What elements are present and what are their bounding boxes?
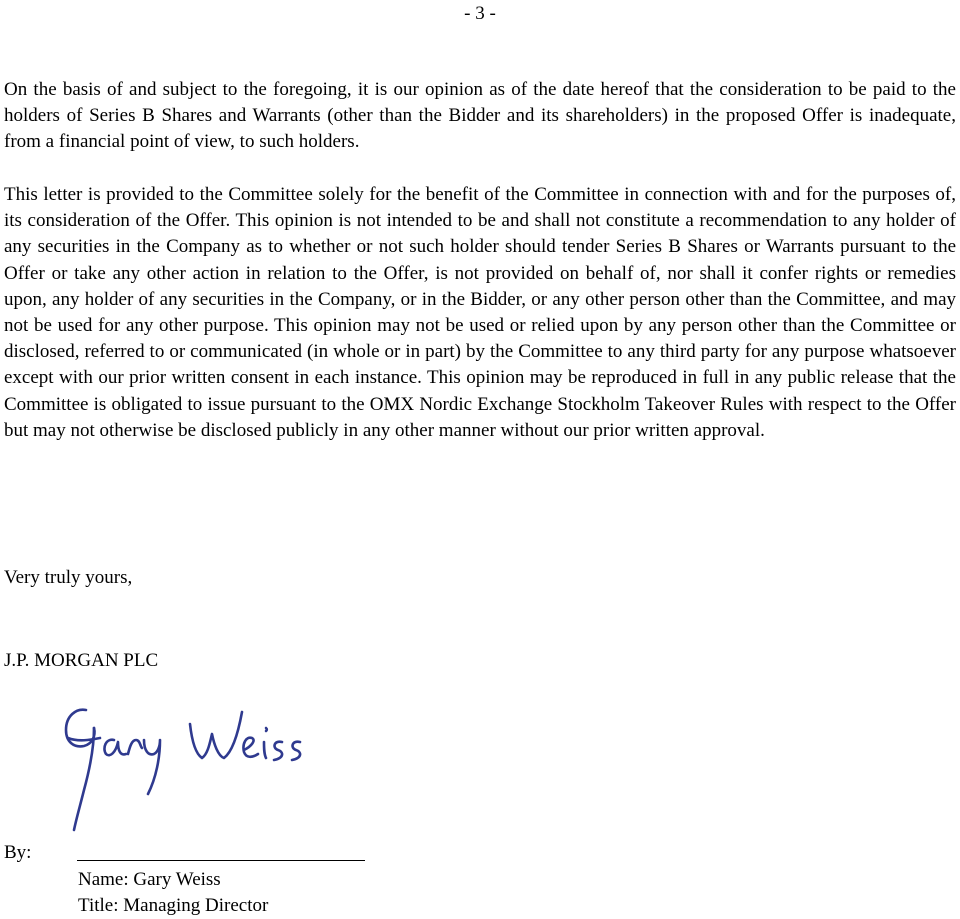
closing-salutation: Very truly yours, bbox=[4, 567, 133, 588]
signatory-title: Title: Managing Director bbox=[78, 895, 269, 916]
firm-name: J.P. MORGAN PLC bbox=[4, 650, 159, 671]
signatory-name: Name: Gary Weiss bbox=[78, 869, 221, 890]
terms-paragraph: This letter is provided to the Committee solely for the benefit of the Committee in connection with and for the purposes of, its consideration of the Offer. This opinion is not intended to be and shall not constitute a recommendation to any holder of any securities in the Company as to whether or not such holder should tender Series B Shares or Warrants pursuant to the Offer or take any other action in relation to the Offer, is not provided on behalf of, nor shall it confer rights or remedies upon, any holder of any securities in the Company, or in the Bidder, or any other person other than the Committee, and may not be used for any other purpose. This opinion may not be used or relied upon by any person other than the Committee or disclosed, referred to or communicated (in whole or in part) by the Committee to any third party for any purpose whatsoever except with our prior written consent in each instance. This opinion may be reproduced in full in any public release that the Committee is obligated to issue pursuant to the OMX Nordic Exchange Stockholm Takeover Rules with respect to the Offer but may not otherwise be disclosed publicly in any other manner without our prior written approval. bbox=[4, 184, 956, 441]
by-label: By: bbox=[4, 842, 32, 863]
opinion-paragraph: On the basis of and subject to the foregoing, it is our opinion as of the date hereof that the consideration to be paid to the holders of Series B Shares and Warrants (other than the Bidder and its shareholders) in the proposed Offer is inadequate, from a financial point of view, to such holders. bbox=[4, 79, 956, 153]
handwritten-signature bbox=[56, 698, 306, 836]
page-number: - 3 - bbox=[464, 3, 496, 24]
signature-line bbox=[77, 860, 365, 861]
